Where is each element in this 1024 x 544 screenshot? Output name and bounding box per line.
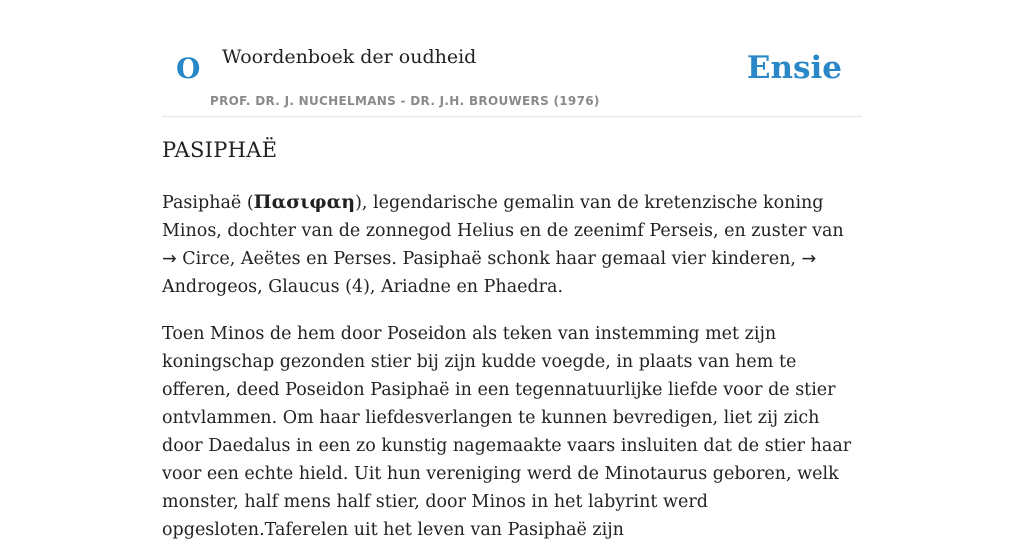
entry-content [162,138,862,544]
text-run: , Glaucus (4), Ariadne en Phaedra. [257,277,564,297]
xref-link-circe[interactable] [162,249,230,269]
paragraph-1 [162,188,862,301]
letter-index[interactable]: O [176,52,201,85]
arrow-right-icon: → [162,249,177,269]
arrow-right-icon: → [801,249,817,269]
xref-label: Circe [182,249,230,269]
authors: PROF. DR. J. NUCHELMANS - DR. J.H. BROUWERS (1976) [210,94,600,108]
paragraph-2: Toen Minos de hem door Poseidon als teken van instemming met zijn koningschap gezonden stier bij zijn kudde voegde, in plaats van hem te offeren, deed Poseidon Pasiphaë in een tegennatuurlijke liefde voor de stier ontvlammen. Om haar liefdesverlangen te kunnen bevredigen, liet zij zich door Daedalus in een zo kunstig nagemaakte vaars insluiten dat de stier haar voor een echte hield. Uit hun vereniging werd de Minotaurus geboren, welk monster, half mens half stier, door Minos in het labyrint werd opgesloten.Taferelen uit het leven van Pasiphaë zijn [162,324,852,540]
entry-title: PASIPHAË [162,138,278,162]
text-run: ), legendarische gemalin van de kretenzische koning Minos, dochter van de zonnegod Helius en de zeenimf Perseis, en zuster van [162,193,844,241]
text-run: Pasiphaë ( [162,193,254,213]
text-run: , Aeëtes en Perses. Pasiphaë schonk haar gemaal vier kinderen, [229,249,802,269]
greek-name: Πασιφαη [253,191,356,213]
brand-logo[interactable]: Ensie [746,50,842,86]
xref-label: Androgeos [162,277,258,297]
header [162,0,862,117]
book-title: Woordenboek der oudheid [222,46,477,68]
